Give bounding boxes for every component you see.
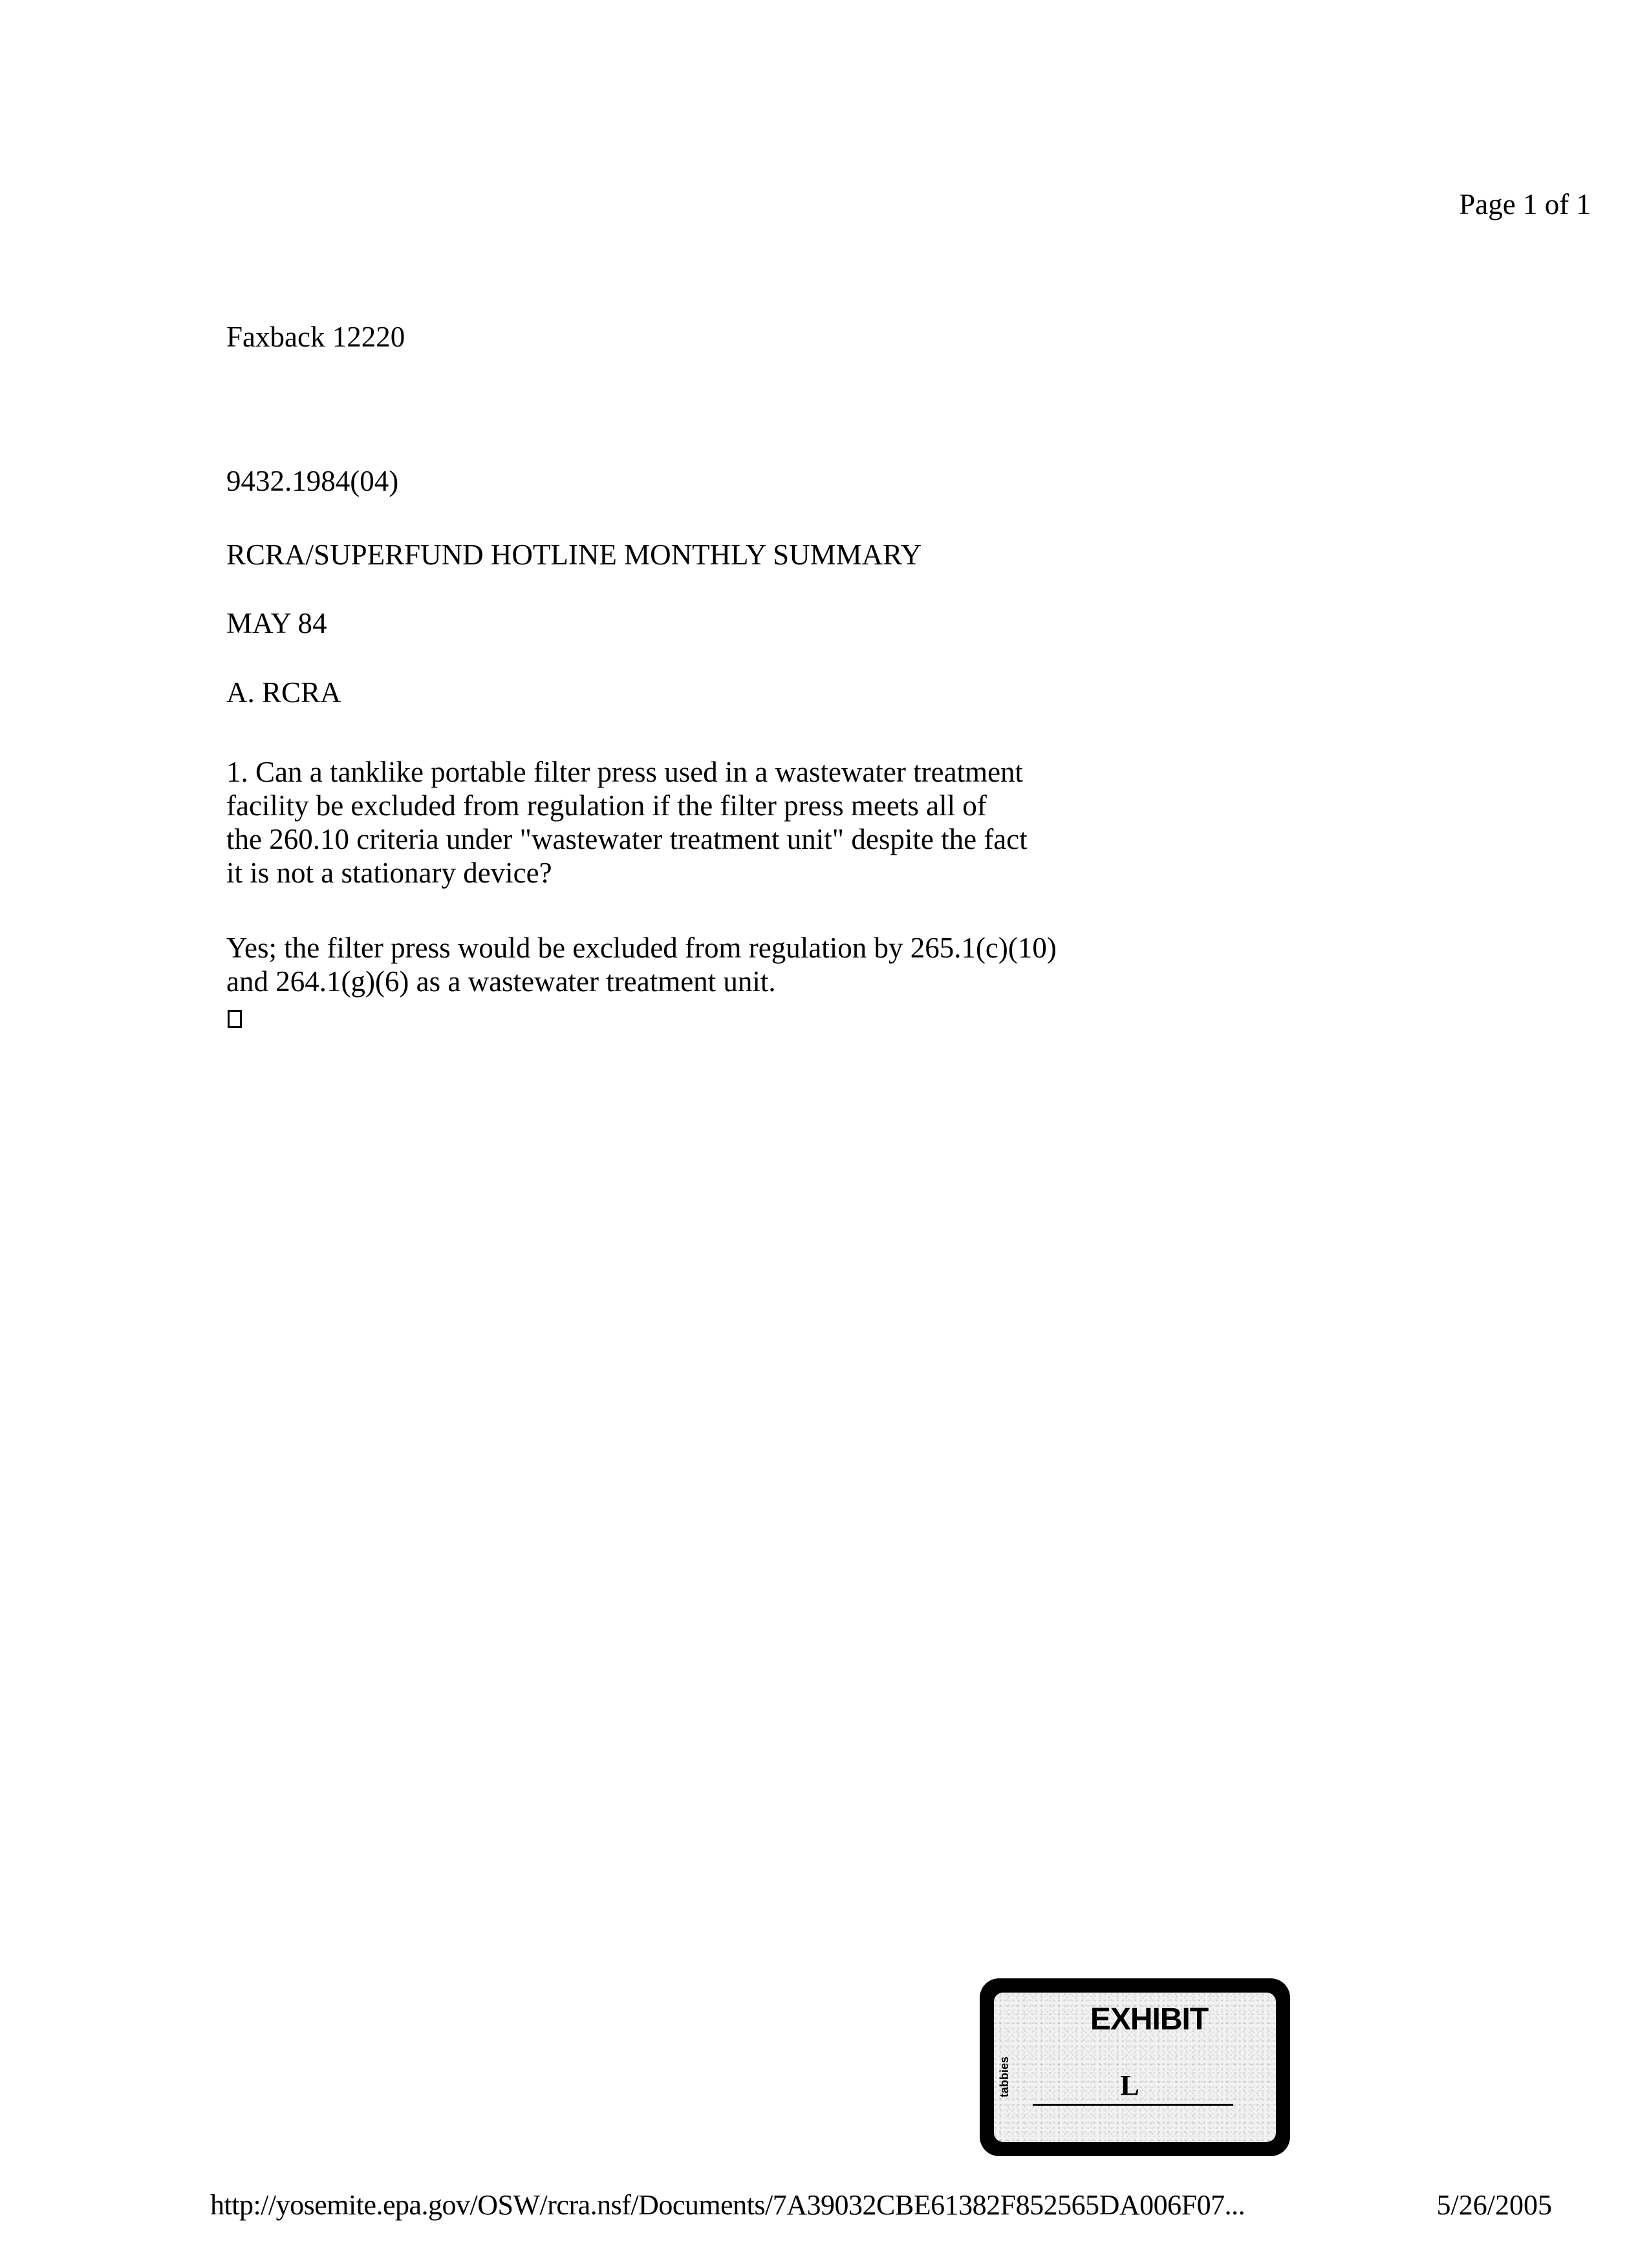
- document-title: RCRA/SUPERFUND HOTLINE MONTHLY SUMMARY: [226, 539, 922, 571]
- exhibit-sticker-label: [994, 1993, 1276, 2142]
- exhibit-brand: tabbies: [998, 2056, 1011, 2097]
- footer-date: 5/26/2005: [1436, 2189, 1552, 2221]
- answer-paragraph: [226, 931, 1196, 998]
- question-line: facility be excluded from regulation if the filter press meets all of: [226, 789, 987, 822]
- document-number: 9432.1984(04): [226, 465, 399, 497]
- exhibit-letter: L: [1120, 2070, 1139, 2101]
- question-paragraph: [226, 755, 1196, 890]
- question-line: the 260.10 criteria under "wastewater treatment unit" despite the fact: [226, 823, 1028, 855]
- document-date: MAY 84: [226, 607, 327, 639]
- page-number: Page 1 of 1: [1459, 188, 1591, 220]
- box-glyph-icon: [228, 1010, 242, 1028]
- exhibit-title: EXHIBIT: [1090, 2002, 1209, 2037]
- section-heading: A. RCRA: [226, 676, 341, 709]
- answer-line: and 264.1(g)(6) as a wastewater treatment unit.: [226, 965, 776, 998]
- exhibit-underline: [1033, 2104, 1233, 2106]
- question-line: it is not a stationary device?: [226, 857, 552, 889]
- footer-url: http://yosemite.epa.gov/OSW/rcra.nsf/Documents/7A39032CBE61382F852565DA006F07...: [210, 2189, 1245, 2221]
- question-line: 1. Can a tanklike portable filter press used in a wastewater treatment: [226, 756, 1024, 788]
- answer-line: Yes; the filter press would be excluded from regulation by 265.1(c)(10): [226, 932, 1057, 964]
- exhibit-sticker: [980, 1978, 1290, 2156]
- faxback-number: Faxback 12220: [226, 321, 405, 353]
